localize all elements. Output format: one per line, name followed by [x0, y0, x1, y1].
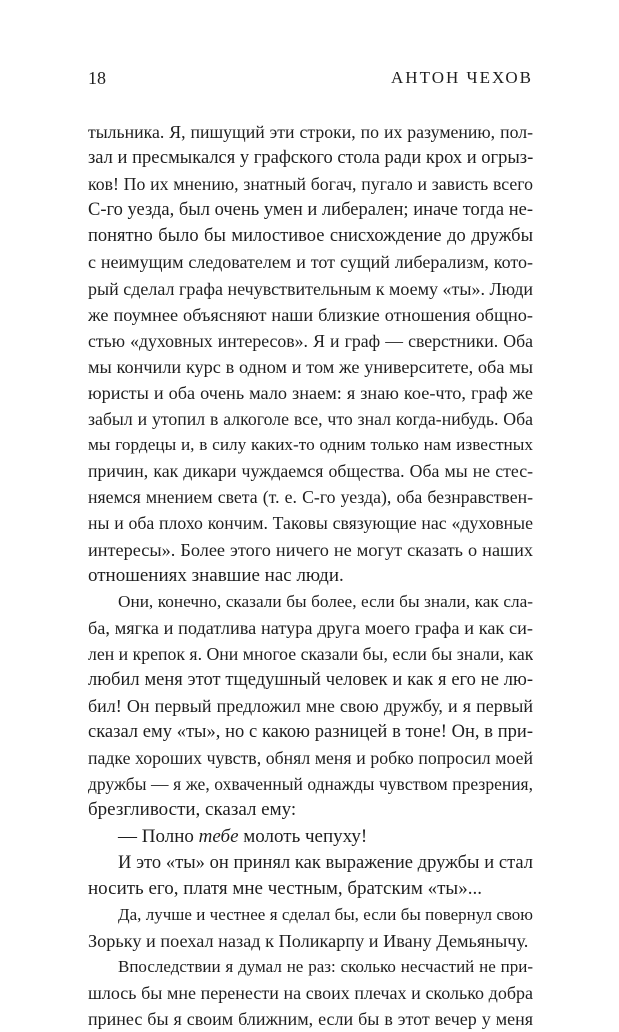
text-line: сказал ему «ты», но с какою разницей в тоне! Он, в при-: [88, 722, 533, 743]
text-line: рый сделал графа нечувствительным к моему «ты». Люди: [88, 278, 533, 299]
text-line: ков! По их мнению, знатный богач, пугало и зависть всего: [88, 174, 533, 195]
text-line: принес бы я своим ближним, если бы в этот вечер у меня: [88, 1009, 533, 1030]
text-line: с неимущим следователем и тот сущий либерализм, кото-: [88, 252, 533, 273]
text-line: Зорьку и поехал назад к Поликарпу и Ивану Демьянычу.: [88, 930, 529, 951]
text-line: [88, 824, 533, 850]
text-line: понятно было бы милостивое снисхождение до дружбы: [88, 226, 533, 247]
text-line: няемся мнением света (т. е. С-го уезда), оба безнравствен-: [88, 487, 533, 508]
text-segment: молоть чепуху!: [238, 825, 368, 847]
text-line: С-го уезда, был очень умен и либерален; иначе тогда не-: [88, 200, 533, 221]
text-line: любил меня этот тщедушный человек и как я его не лю-: [88, 669, 533, 690]
text-line: Они, конечно, сказали бы более, если бы знали, как сла-: [118, 591, 533, 611]
text-line: зал и пресмыкался у графского стола ради крох и огрыз-: [88, 148, 533, 169]
text-line: Впоследствии я думал не раз: сколько несчастий не при-: [118, 957, 533, 976]
running-title: АНТОН ЧЕХОВ: [391, 68, 533, 87]
text-line: ба, мягка и податлива натура друга моего графа и как си-: [88, 617, 533, 638]
text-line: юристы и оба очень мало знаем: я знаю кое-что, граф же: [88, 382, 533, 403]
text-line: интересы». Более этого ничего не могут сказать о наших: [88, 539, 533, 560]
text-line: забыл и утопил в алкоголе все, что знал когда-нибудь. Оба: [88, 409, 533, 430]
text-line: тыльника. Я, пишущий эти строки, по их разумению, пол-: [88, 122, 533, 142]
text-line: ны и оба плохо кончим. Таковы связующие нас «духовные: [88, 513, 533, 534]
text-line: носить его, платя мне честным, братским «ты»...: [88, 877, 482, 899]
text-line: отношениях знавшие нас люди.: [88, 564, 344, 586]
text-line: же поумнее объясняют наши близкие отношения общно-: [88, 304, 533, 325]
text-line: лен и крепок я. Они многое сказали бы, если бы знали, как: [88, 643, 533, 664]
text-line: причин, как дикари чуждаемся общества. Оба мы не стес-: [88, 461, 533, 482]
text-line: падке хороших чувств, обнял меня и робко попросил моей: [88, 748, 533, 769]
page-number: 18: [88, 68, 106, 88]
text-line: брезгливости, сказал ему:: [88, 799, 297, 821]
text-line: мы кончили курс в одном и том же университете, оба мы: [88, 356, 533, 377]
page-header: [88, 68, 533, 92]
text-line: стью «духовных интересов». Я и граф — сверстники. Оба: [88, 330, 533, 351]
text-line: дружбы — я же, охваченный однажды чувством презрения,: [88, 774, 533, 795]
text-line: мы гордецы и, в силу каких-то одним только нам известных: [88, 435, 533, 455]
text-line: бил! Он первый предложил мне свою дружбу, и я первый: [88, 696, 533, 717]
text-segment: — Полно: [118, 825, 199, 847]
text-line: И это «ты» он принял как выражение дружбы и стал: [118, 852, 533, 873]
text-line: шлось бы мне перенести на своих плечах и сколько добра: [88, 983, 533, 1004]
text-line: Да, лучше и честнее я сделал бы, если бы повернул свою: [118, 904, 533, 924]
italic-emphasis: тебе: [198, 825, 239, 847]
body-text: [88, 119, 533, 1032]
